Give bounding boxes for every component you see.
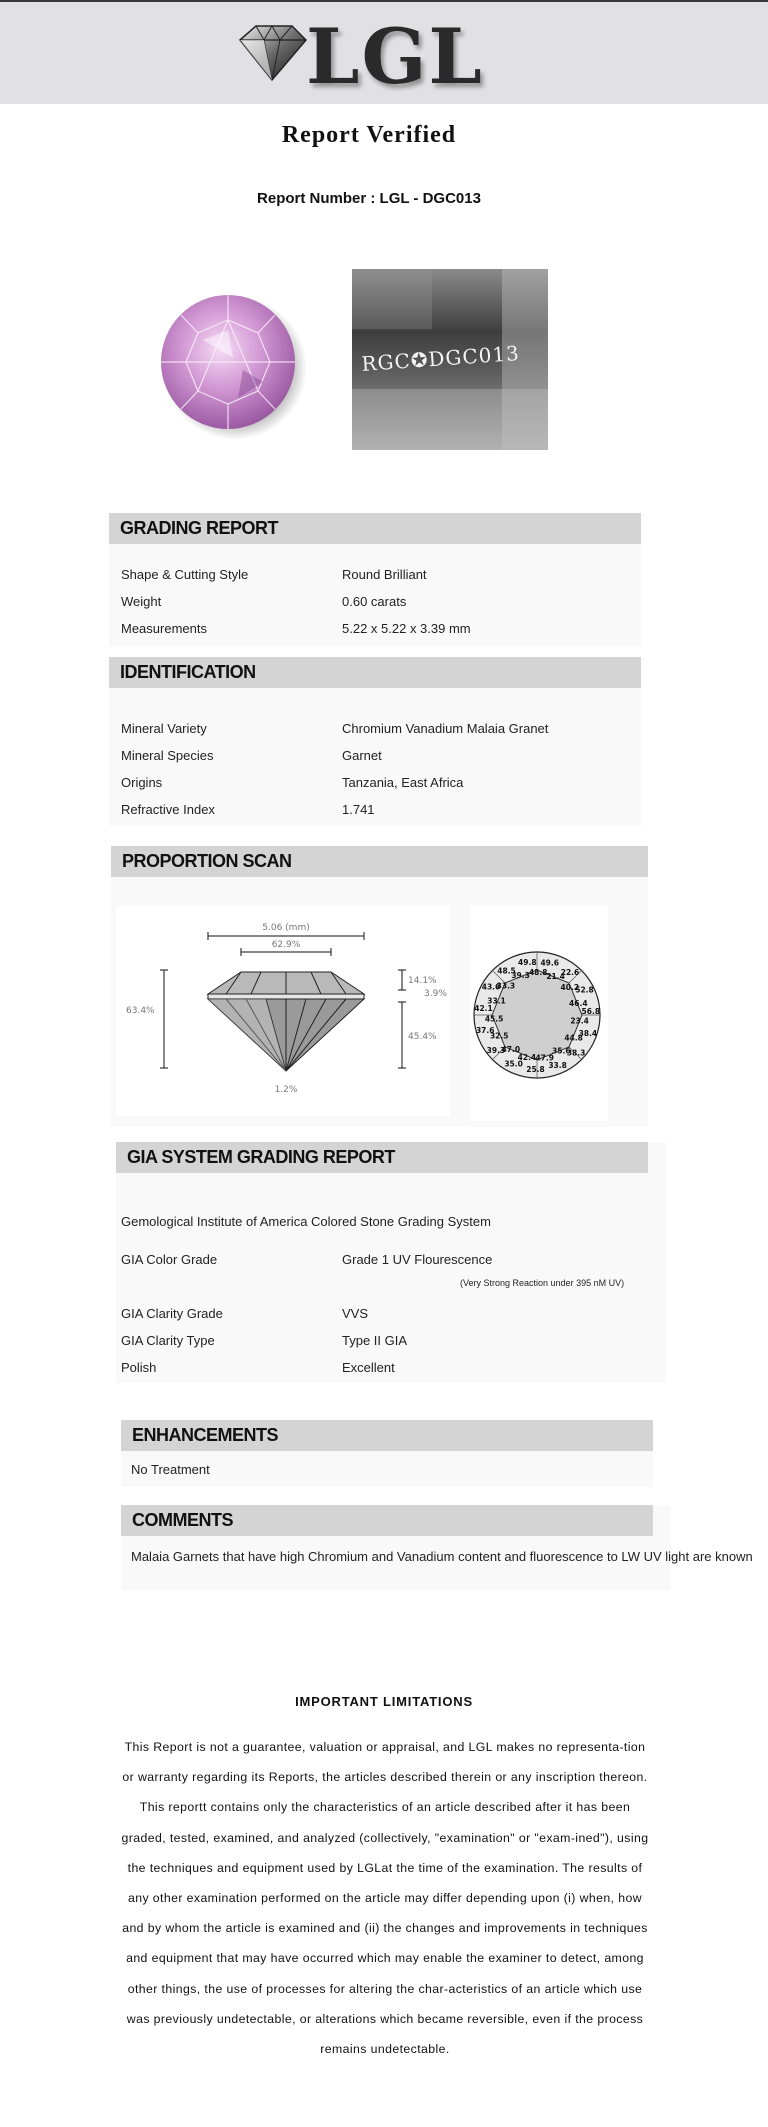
gia-clarity-grade-label: GIA Clarity Grade <box>121 1306 223 1321</box>
top-view-facet-label: 22.6 <box>560 968 580 978</box>
refractive-index-label: Refractive Index <box>121 802 215 817</box>
origins-value: Tanzania, East Africa <box>342 775 464 790</box>
gia-clarity-grade-value: VVS <box>342 1306 369 1321</box>
top-view-facet-label: 47.0 <box>501 1045 521 1055</box>
proportion-top-diagram <box>470 906 608 1121</box>
report-number: Report Number : LGL - DGC013 <box>257 190 481 207</box>
total-depth-label: 63.4% <box>126 1006 155 1016</box>
top-view-facet-label: 23.4 <box>570 1016 589 1026</box>
top-view-facet-label: 40.2 <box>560 983 580 993</box>
diameter-label: 5.06 (mm) <box>262 923 310 933</box>
top-view-facet-label: 33.3 <box>496 981 516 991</box>
measurements-label: Measurements <box>121 621 207 636</box>
top-view-facet-label: 43.6 <box>481 982 501 992</box>
pavilion-percent-label: 45.4% <box>408 1032 437 1042</box>
culet-percent-label: 1.2% <box>274 1085 298 1095</box>
inscription-text: RGC✪DGC013 <box>360 340 521 376</box>
gia-header: GIA SYSTEM GRADING REPORT <box>116 1142 648 1173</box>
table-percent-label: 62.9% <box>271 940 301 950</box>
pink-gem-image <box>133 270 325 462</box>
identification-header: IDENTIFICATION <box>109 657 641 688</box>
girdle-percent-label: 3.9% <box>424 989 447 999</box>
enhancements-value: No Treatment <box>131 1462 210 1477</box>
top-view-facet-label: 25.8 <box>526 1065 545 1074</box>
top-view-facet-label: 33.8 <box>548 1060 567 1070</box>
girdle-inscription-photo <box>352 269 548 450</box>
diamond-logo-icon <box>234 22 308 82</box>
limitations-title: IMPORTANT LIMITATIONS <box>295 1694 473 1709</box>
mineral-species-label: Mineral Species <box>121 748 214 763</box>
top-view-facet-label: 47.9 <box>535 1053 554 1063</box>
top-view-facet-label: 33.1 <box>487 996 506 1006</box>
limitations-body: This Report is not a guarantee, valuation or appraisal, and LGL makes no representa-tion or warranty regarding its Reports, the articles described therein or any inscription thereon. This reportt contains only the characteristics of an article described after it has been graded, tested, examined, and analyzed (collectively, "examination" or "exam-ined"), using the techniques and equipment used by LGLat the time of the examination. The results of any other examination performed on the article may differ depending upon (i) when, how and by whom the article is examined and (ii) the changes and improvements in techniques and equipment that may have occurred which may enable the examiner to detect, among other things, the use of processes for altering the char-acteristics of an article which use was previously undetectable, or alterations which became reversible, even if the process remains undetectable. <box>121 1740 649 2057</box>
gia-color-grade-value: Grade 1 UV Flourescence <box>342 1252 493 1267</box>
top-view-facet-label: 39.3 <box>486 1046 506 1055</box>
top-view-facet-label: 21.4 <box>546 972 565 982</box>
weight-label: Weight <box>121 594 162 609</box>
crown-percent-label: 14.1% <box>408 976 437 986</box>
top-view-facet-label: 52.8 <box>575 985 594 995</box>
comments-text: Malaia Garnets that have high Chromium and Vanadium content and fluorescence to LW UV light are known <box>131 1549 753 1564</box>
gem-photo <box>133 270 325 462</box>
shape-value: Round Brilliant <box>342 567 427 582</box>
refractive-index-value: 1.741 <box>342 802 375 817</box>
top-view-facet-label: 39.3 <box>511 971 530 981</box>
top-view-facet-label: 35.0 <box>504 1059 523 1069</box>
diamond-side-profile <box>116 906 450 1116</box>
top-view-facet-label: 46.4 <box>569 998 588 1008</box>
gia-color-grade-label: GIA Color Grade <box>121 1252 218 1267</box>
mineral-species-value: Garnet <box>342 748 382 763</box>
shape-label: Shape & Cutting Style <box>121 567 249 582</box>
proportion-scan-header: PROPORTION SCAN <box>111 846 648 877</box>
top-view-facet-label: 42.4 <box>517 1052 537 1062</box>
gia-clarity-type-label: GIA Clarity Type <box>121 1333 215 1348</box>
lgl-logo[interactable] <box>230 12 495 101</box>
top-view-facet-label: 56.8 <box>581 1006 601 1016</box>
proportion-side-diagram <box>116 906 450 1116</box>
logo-wordmark: LGL <box>306 12 484 101</box>
comments-header: COMMENTS <box>121 1505 653 1536</box>
grading-report-header: GRADING REPORT <box>109 513 641 544</box>
diamond-top-view <box>470 906 608 1121</box>
top-view-facet-label: 48.8 <box>528 968 548 977</box>
top-view-facet-label: 38.4 <box>578 1029 598 1039</box>
gia-color-note: (Very Strong Reaction under 395 nM UV) <box>460 1278 625 1288</box>
top-view-facet-label: 44.8 <box>564 1033 583 1043</box>
enhancements-header: ENHANCEMENTS <box>121 1420 653 1451</box>
top-view-facet-label: 35.6 <box>552 1046 571 1056</box>
page-title: Report Verified <box>281 122 457 148</box>
gia-system-line: Gemological Institute of America Colored Stone Grading System <box>121 1214 491 1229</box>
measurements-value: 5.22 x 5.22 x 3.39 mm <box>342 621 471 636</box>
weight-value: 0.60 carats <box>342 594 407 609</box>
inscription-image <box>352 269 548 450</box>
top-view-facet-label: 49.6 <box>540 958 559 968</box>
top-view-facet-label: 32.5 <box>489 1031 509 1041</box>
top-view-facet-label: 49.8 <box>518 957 537 967</box>
mineral-variety-label: Mineral Variety <box>121 721 207 736</box>
mineral-variety-value: Chromium Vanadium Malaia Granet <box>342 721 549 736</box>
polish-value: Excellent <box>342 1360 395 1375</box>
top-view-facet-label: 48.5 <box>497 966 516 976</box>
top-view-facet-label: 42.1 <box>474 1003 493 1013</box>
gia-clarity-type-value: Type II GIA <box>342 1333 408 1348</box>
polish-label: Polish <box>121 1360 157 1375</box>
top-view-facet-label: 45.5 <box>484 1014 504 1024</box>
origins-label: Origins <box>121 775 163 790</box>
top-view-facet-label: 38.3 <box>566 1048 586 1058</box>
top-view-facet-label: 37.6 <box>475 1026 495 1036</box>
site-header <box>0 2 768 104</box>
